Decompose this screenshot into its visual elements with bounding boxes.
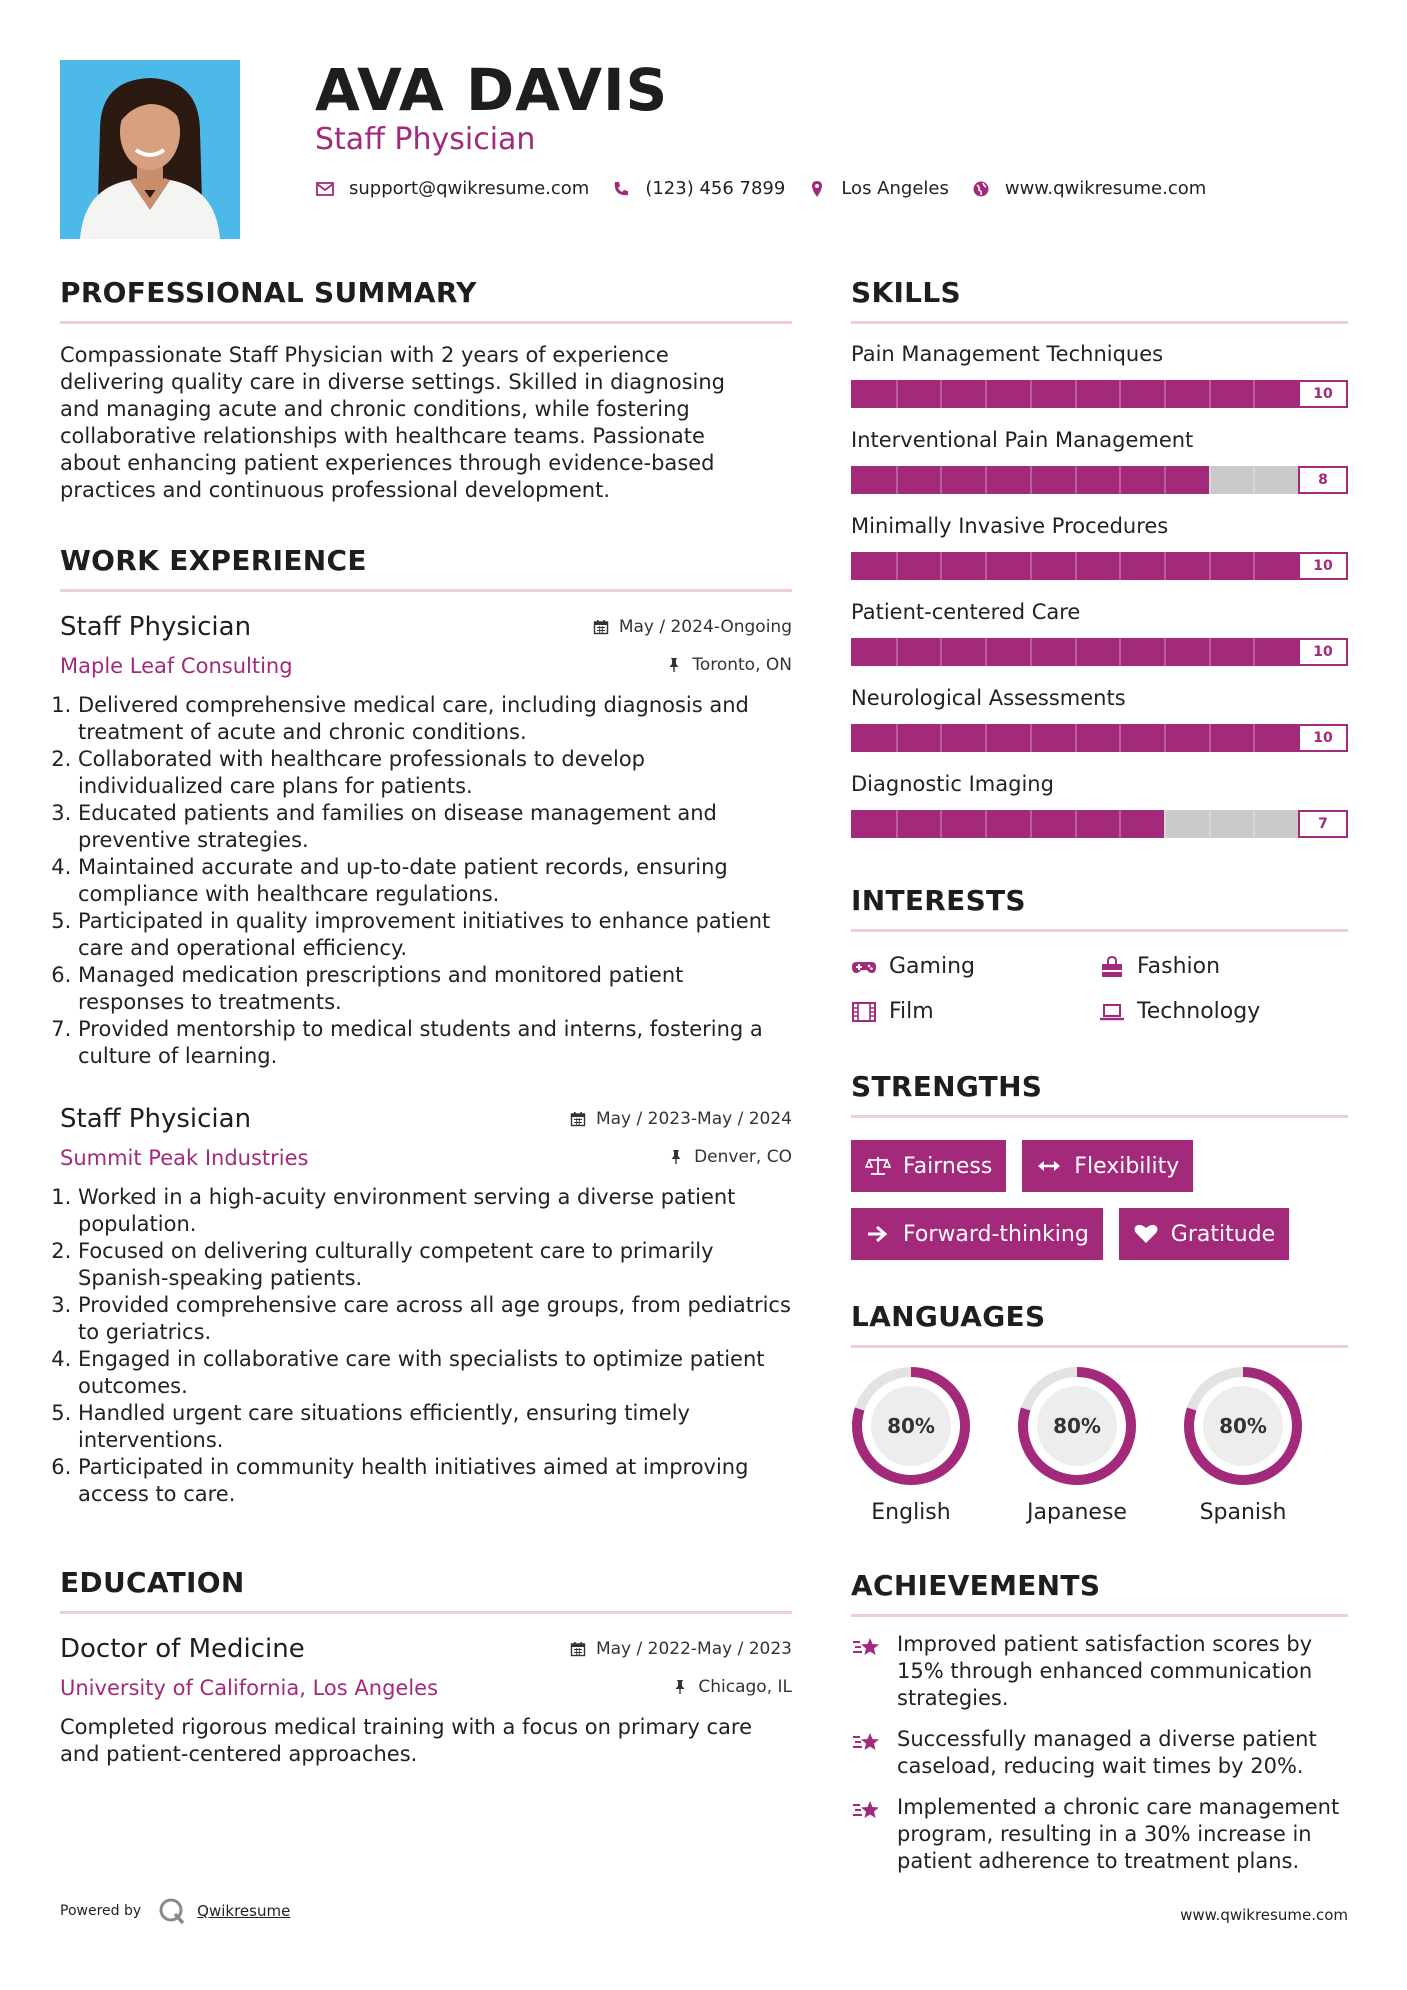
skill-bar-segment — [1253, 724, 1255, 752]
list-item: 3. Provided comprehensive care across all age groups, from pediatrics to geriatrics. — [78, 1292, 792, 1346]
summary-line: Compassionate Staff Physician with 2 years of experience — [60, 343, 669, 367]
job-bullets — [60, 1184, 792, 1508]
job-title: Staff Physician — [60, 612, 252, 642]
list-item: 7. Provided mentorship to medical students and interns, fostering a culture of learning. — [78, 1016, 792, 1070]
skills-section — [851, 276, 1348, 838]
skill-bar-segment — [1164, 466, 1166, 494]
arrow-right-icon — [865, 1223, 891, 1245]
job-entry — [60, 1104, 792, 1508]
section-divider — [851, 1345, 1348, 1348]
education-location-text: Chicago, IL — [698, 1677, 792, 1697]
skill-bar-segment — [896, 466, 898, 494]
language-percent: 80% — [887, 1414, 935, 1438]
language-item — [1183, 1366, 1303, 1525]
skill-bar-segment — [1209, 380, 1211, 408]
job-title: Staff Physician — [60, 1104, 252, 1134]
skill-bar-segment — [896, 552, 898, 580]
list-item: 6. Participated in community health initiatives aimed at improving access to care. — [78, 1454, 792, 1508]
list-item: 4. Maintained accurate and up-to-date patient records, ensuring compliance with healthcare regulations. — [78, 854, 792, 908]
arrows-horizontal-icon — [1036, 1155, 1062, 1177]
gamepad-icon — [851, 956, 877, 978]
skill-item — [851, 514, 1348, 580]
languages-heading: LANGUAGES — [851, 1300, 1046, 1333]
envelope-icon — [315, 179, 335, 199]
list-item: 1. Worked in a high-acuity environment serving a diverse patient population. — [78, 1184, 792, 1238]
balance-scale-icon — [865, 1155, 891, 1177]
skill-bar-segment — [1253, 810, 1255, 838]
skill-bar — [851, 638, 1348, 666]
job-date-text: May / 2023-May / 2024 — [595, 1109, 792, 1129]
skill-bar-segment — [1030, 466, 1032, 494]
skill-bar-segment — [1164, 552, 1166, 580]
section-divider — [851, 1614, 1348, 1617]
language-percent: 80% — [1053, 1414, 1101, 1438]
heart-icon — [1133, 1223, 1159, 1245]
skill-bar-segment — [896, 638, 898, 666]
skill-bar — [851, 380, 1348, 408]
skill-bar-segment — [896, 810, 898, 838]
footer-url[interactable]: www.qwikresume.com — [1180, 1906, 1348, 1924]
skill-name: Pain Management Techniques — [851, 342, 1164, 366]
language-name: Japanese — [1027, 1500, 1127, 1525]
map-pin-icon — [807, 179, 827, 199]
contact-phone[interactable] — [611, 178, 785, 199]
skill-bar-segment — [1119, 810, 1121, 838]
job-bullets — [60, 692, 792, 1070]
interests-heading: INTERESTS — [851, 884, 1026, 917]
school-name: University of California, Los Angeles — [60, 1676, 439, 1700]
section-divider — [60, 321, 792, 324]
strength-label: Gratitude — [1170, 1221, 1276, 1247]
summary-line: and managing acute and chronic conditions, while fostering — [60, 397, 690, 421]
strengths-list — [851, 1140, 1348, 1260]
phone-text: (123) 456 7899 — [645, 178, 786, 199]
pushpin-icon — [672, 1679, 688, 1695]
skill-bar-segment — [1164, 380, 1166, 408]
job-date — [570, 1109, 792, 1129]
calendar-icon — [570, 1641, 586, 1657]
job-company: Maple Leaf Consulting — [60, 654, 293, 678]
laptop-icon — [1099, 1001, 1125, 1023]
skill-bar-segment — [1253, 466, 1255, 494]
profile-photo — [60, 60, 240, 239]
skill-name: Minimally Invasive Procedures — [851, 514, 1169, 538]
education-entry — [60, 1634, 792, 1768]
skill-name: Interventional Pain Management — [851, 428, 1194, 452]
shooting-star-icon — [851, 1728, 883, 1756]
section-divider — [851, 1115, 1348, 1118]
pushpin-icon — [666, 657, 682, 673]
language-percent: 80% — [1219, 1414, 1267, 1438]
list-item: 2. Focused on delivering culturally competent care to primarily Spanish-speaking patients. — [78, 1238, 792, 1292]
summary-heading: PROFESSIONAL SUMMARY — [60, 276, 477, 309]
skill-bar-fill — [851, 380, 1348, 408]
section-divider — [60, 1611, 792, 1614]
skill-bar-segment — [1253, 380, 1255, 408]
education-location — [672, 1677, 792, 1697]
skill-bar — [851, 552, 1348, 580]
skill-bar-segment — [1209, 552, 1211, 580]
degree-title: Doctor of Medicine — [60, 1634, 305, 1664]
achievements-heading: ACHIEVEMENTS — [851, 1569, 1101, 1602]
candidate-role: Staff Physician — [315, 122, 536, 157]
job-location-text: Toronto, ON — [692, 655, 792, 675]
job-entry — [60, 612, 792, 1070]
section-divider — [60, 589, 792, 592]
skill-bar-segment — [985, 466, 987, 494]
education-date — [570, 1639, 792, 1659]
strengths-section — [851, 1070, 1348, 1260]
skill-bar — [851, 810, 1348, 838]
strength-label: Flexibility — [1074, 1153, 1180, 1179]
list-item: 5. Handled urgent care situations efficiently, ensuring timely interventions. — [78, 1400, 792, 1454]
skill-bar-segment — [1209, 638, 1211, 666]
strength-chip — [1119, 1208, 1289, 1260]
languages-section — [851, 1300, 1348, 1525]
summary-line: about enhancing patient experiences through evidence-based — [60, 451, 715, 475]
skill-bar-segment — [1075, 810, 1077, 838]
skill-bar-segment — [1253, 552, 1255, 580]
skill-bar-segment — [1030, 638, 1032, 666]
contact-website[interactable] — [971, 178, 1206, 199]
left-column — [60, 276, 792, 1768]
skill-bar-segment — [985, 638, 987, 666]
website-text: www.qwikresume.com — [1004, 178, 1207, 199]
language-ring — [851, 1366, 971, 1486]
shopping-bag-icon — [1099, 956, 1125, 978]
interests-section — [851, 884, 1348, 1024]
achievement-item — [851, 1794, 1348, 1875]
qwikresume-logo-icon — [157, 1896, 187, 1926]
skill-level-badge: 10 — [1298, 380, 1348, 408]
section-divider — [851, 321, 1348, 324]
skill-bar-segment — [896, 380, 898, 408]
calendar-icon — [570, 1111, 586, 1127]
email-text: support@qwikresume.com — [349, 178, 590, 199]
skills-heading: SKILLS — [851, 276, 961, 309]
strength-label: Forward-thinking — [903, 1221, 1089, 1247]
shooting-star-icon — [851, 1633, 883, 1661]
skill-bar-segment — [1030, 810, 1032, 838]
skill-bar-segment — [1253, 638, 1255, 666]
job-location-text: Denver, CO — [694, 1147, 792, 1167]
skill-bar — [851, 466, 1348, 494]
languages-list — [851, 1366, 1348, 1525]
skill-item — [851, 342, 1348, 408]
pushpin-icon — [668, 1149, 684, 1165]
skill-bar-segment — [1075, 552, 1077, 580]
shooting-star-icon — [851, 1796, 883, 1824]
skill-level-badge: 8 — [1298, 466, 1348, 494]
language-name: English — [871, 1500, 951, 1525]
skill-bar-segment — [985, 552, 987, 580]
interest-label: Technology — [1137, 999, 1261, 1024]
skill-bar-segment — [1119, 466, 1121, 494]
work-heading: WORK EXPERIENCE — [60, 544, 367, 577]
achievement-item — [851, 1726, 1348, 1780]
skill-bar-fill — [851, 552, 1348, 580]
strengths-heading: STRENGTHS — [851, 1070, 1043, 1103]
skill-item — [851, 772, 1348, 838]
skill-bar-segment — [1030, 552, 1032, 580]
contact-bar — [315, 178, 1228, 199]
language-item — [1017, 1366, 1137, 1525]
section-divider — [851, 929, 1348, 932]
interest-item — [851, 954, 1099, 979]
skill-bar-segment — [1119, 724, 1121, 752]
strength-chip — [1022, 1140, 1193, 1192]
list-item: 3. Educated patients and families on disease management and preventive strategies. — [78, 800, 792, 854]
job-date — [593, 617, 792, 637]
skill-bar-segment — [1030, 724, 1032, 752]
achievement-text: Implemented a chronic care management program, resulting in a 30% increase in patient adherence to treatment plans. — [897, 1795, 1340, 1873]
list-item: 1. Delivered comprehensive medical care, including diagnosis and treatment of acute and chronic conditions. — [78, 692, 792, 746]
achievement-text: Improved patient satisfaction scores by 15% through enhanced communication strategies. — [897, 1632, 1313, 1710]
skill-bar-segment — [1119, 552, 1121, 580]
list-item: 6. Managed medication prescriptions and monitored patient responses to treatments. — [78, 962, 792, 1016]
skills-list — [851, 342, 1348, 838]
job-company: Summit Peak Industries — [60, 1146, 309, 1170]
globe-icon — [971, 179, 991, 199]
skill-bar-segment — [1075, 466, 1077, 494]
contact-email[interactable] — [315, 178, 589, 199]
interest-label: Gaming — [889, 954, 975, 979]
list-item: 5. Participated in quality improvement initiatives to enhance patient care and operational efficiency. — [78, 908, 792, 962]
skill-bar-segment — [1119, 638, 1121, 666]
list-item: 4. Engaged in collaborative care with specialists to optimize patient outcomes. — [78, 1346, 792, 1400]
summary-line: collaborative relationships with healthcare teams. Passionate — [60, 424, 705, 448]
education-date-text: May / 2022-May / 2023 — [595, 1639, 792, 1659]
work-section — [60, 544, 792, 1508]
brand-link[interactable]: Qwikresume — [197, 1902, 291, 1920]
job-date-text: May / 2024-Ongoing — [618, 617, 792, 637]
interests-grid — [851, 954, 1348, 1024]
skill-bar-segment — [1075, 380, 1077, 408]
skill-bar-segment — [1075, 638, 1077, 666]
job-location — [666, 655, 792, 675]
skill-bar-segment — [1030, 380, 1032, 408]
skill-bar-segment — [1075, 724, 1077, 752]
skill-bar-segment — [985, 810, 987, 838]
skill-bar-segment — [940, 552, 942, 580]
list-item: 2. Collaborated with healthcare professionals to develop individualized care plans for patients. — [78, 746, 792, 800]
skill-bar-segment — [896, 724, 898, 752]
education-description: Completed rigorous medical training with a focus on primary care and patient-centered approaches. — [60, 1715, 752, 1766]
summary-line: practices and continuous professional development. — [60, 478, 610, 502]
language-ring — [1017, 1366, 1137, 1486]
interest-item — [1099, 999, 1347, 1024]
skill-bar-segment — [1164, 810, 1166, 838]
skill-name: Diagnostic Imaging — [851, 772, 1054, 796]
skill-bar-segment — [1209, 724, 1211, 752]
interest-item — [1099, 954, 1347, 979]
skill-bar-segment — [1119, 380, 1121, 408]
achievements-section — [851, 1569, 1348, 1875]
skill-bar-fill — [851, 724, 1348, 752]
phone-icon — [611, 179, 631, 199]
skill-level-badge: 10 — [1298, 552, 1348, 580]
summary-section — [60, 276, 792, 504]
achievement-text: Successfully managed a diverse patient caseload, reducing wait times by 20%. — [897, 1727, 1317, 1778]
skill-bar-segment — [1209, 810, 1211, 838]
skill-bar-segment — [1164, 724, 1166, 752]
education-section — [60, 1566, 792, 1768]
skill-bar-segment — [940, 638, 942, 666]
language-name: Spanish — [1199, 1500, 1287, 1525]
achievement-item — [851, 1631, 1348, 1712]
skill-level-badge: 10 — [1298, 724, 1348, 752]
skill-item — [851, 600, 1348, 666]
summary-text — [60, 342, 792, 504]
film-icon — [851, 1001, 877, 1023]
skill-name: Patient-centered Care — [851, 600, 1081, 624]
location-text: Los Angeles — [841, 178, 949, 199]
language-item — [851, 1366, 971, 1525]
interest-item — [851, 999, 1099, 1024]
skill-item — [851, 686, 1348, 752]
skill-item — [851, 428, 1348, 494]
summary-line: delivering quality care in diverse settings. Skilled in diagnosing — [60, 370, 726, 394]
skill-bar-segment — [985, 380, 987, 408]
job-location — [668, 1147, 792, 1167]
powered-by — [60, 1896, 290, 1926]
interest-label: Fashion — [1137, 954, 1221, 979]
skill-bar-segment — [940, 380, 942, 408]
strength-chip — [851, 1140, 1006, 1192]
skill-bar — [851, 724, 1348, 752]
skill-bar-segment — [940, 810, 942, 838]
interest-label: Film — [889, 999, 934, 1024]
strength-chip — [851, 1208, 1103, 1260]
skill-bar-segment — [1209, 466, 1211, 494]
skill-bar-segment — [940, 724, 942, 752]
education-heading: EDUCATION — [60, 1566, 245, 1599]
skill-level-badge: 7 — [1298, 810, 1348, 838]
contact-location — [807, 178, 949, 199]
skill-level-badge: 10 — [1298, 638, 1348, 666]
calendar-icon — [593, 619, 609, 635]
skill-bar-segment — [940, 466, 942, 494]
right-column — [851, 276, 1348, 1875]
candidate-name: AVA DAVIS — [315, 56, 669, 124]
skill-name: Neurological Assessments — [851, 686, 1126, 710]
skill-bar-fill — [851, 638, 1348, 666]
powered-by-label: Powered by — [60, 1903, 142, 1919]
skill-bar-segment — [985, 724, 987, 752]
strength-label: Fairness — [903, 1153, 993, 1179]
language-ring — [1183, 1366, 1303, 1486]
skill-bar-segment — [1164, 638, 1166, 666]
